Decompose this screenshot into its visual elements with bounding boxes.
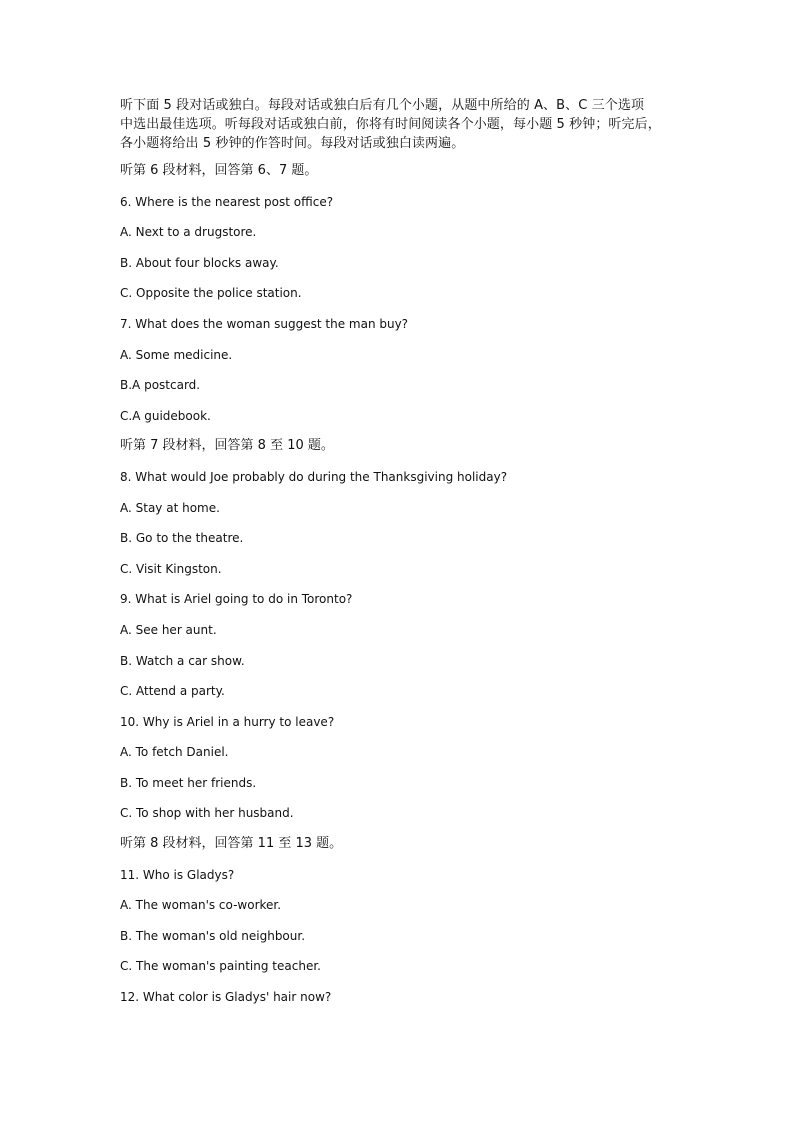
answer-option: B. Watch a car show. [120,653,245,668]
answer-option: C. The woman's painting teacher. [120,959,321,974]
answer-option: B. The woman's old neighbour. [120,928,306,943]
answer-option: C. To shop with her husband. [120,806,294,821]
answer-option: A. Some medicine. [120,347,233,362]
question: 8. What would Joe probably do during the Thanksgiving holiday? [120,469,508,484]
question: 9. What is Ariel going to do in Toronto? [120,592,353,607]
answer-option: B. Go to the theatre. [120,531,244,546]
answer-option: A. To fetch Daniel. [120,745,229,760]
answer-option: C.A guidebook. [120,408,211,423]
answer-option: A. See her aunt. [120,622,217,637]
question: 11. Who is Gladys? [120,867,235,882]
answer-option: C. Visit Kingston. [120,561,222,576]
instructions-line: 中选出最佳选项。听每段对话或独白前，你将有时间阅读各个小题，每小题 5 秒钟；听完后， [120,117,661,132]
instructions-line: 各小题将给出 5 秒钟的作答时间。每段对话或独白读两遍。 [120,136,465,151]
question: 7. What does the woman suggest the man buy? [120,316,409,331]
document-page [120,96,700,1020]
section-heading: 听第 6 段材料，回答第 6、7 题。 [120,163,318,178]
answer-option: A. Next to a drugstore. [120,225,257,240]
question: 12. What color is Gladys' hair now? [120,990,332,1005]
answer-option: B.A postcard. [120,378,201,393]
answer-option: A. Stay at home. [120,500,220,515]
answer-option: B. About four blocks away. [120,255,279,270]
section-heading: 听第 7 段材料，回答第 8 至 10 题。 [120,438,334,454]
answer-option: C. Opposite the police station. [120,286,302,301]
answer-option: B. To meet her friends. [120,775,257,790]
instructions-paragraph [120,96,700,153]
instructions-line: 听下面 5 段对话或独白。每段对话或独白后有几个小题，从题中所给的 A、B、C 三个选项 [120,98,645,113]
section-heading: 听第 8 段材料，回答第 11 至 13 题。 [120,836,343,852]
question: 6. Where is the nearest post office? [120,194,334,209]
question: 10. Why is Ariel in a hurry to leave? [120,714,335,729]
answer-option: C. Attend a party. [120,684,225,699]
answer-option: A. The woman's co-worker. [120,898,282,913]
